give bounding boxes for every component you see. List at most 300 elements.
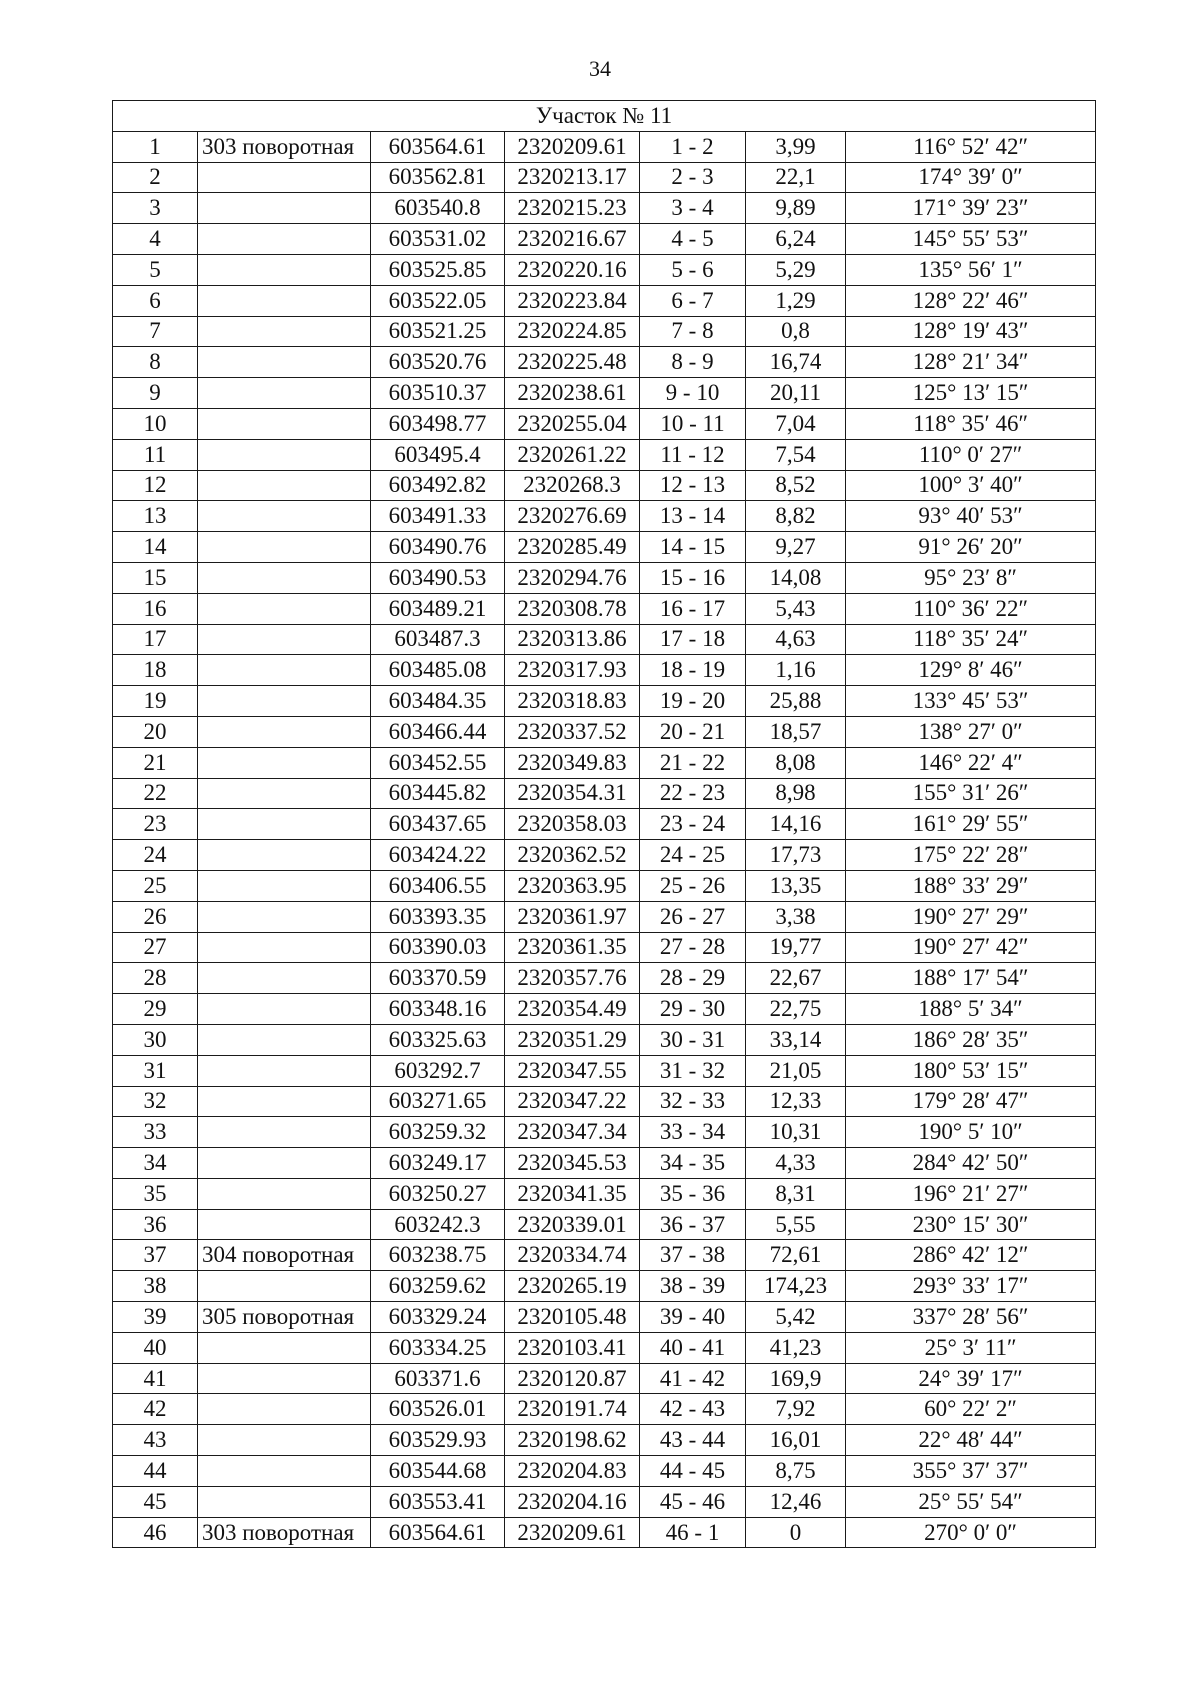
point-number-cell: 23 bbox=[113, 809, 198, 840]
table-row bbox=[113, 1240, 1096, 1271]
bearing-cell: 91° 26′ 20″ bbox=[846, 532, 1096, 563]
point-description-cell bbox=[198, 1086, 371, 1117]
distance-cell: 16,01 bbox=[746, 1425, 846, 1456]
coord-x-cell: 603437.65 bbox=[371, 809, 505, 840]
coord-x-cell: 603553.41 bbox=[371, 1486, 505, 1517]
distance-cell: 7,54 bbox=[746, 439, 846, 470]
coord-y-cell: 2320238.61 bbox=[505, 378, 640, 409]
table-row bbox=[113, 1363, 1096, 1394]
coord-y-cell: 2320213.17 bbox=[505, 162, 640, 193]
coord-x-cell: 603544.68 bbox=[371, 1456, 505, 1487]
coord-x-cell: 603292.7 bbox=[371, 1055, 505, 1086]
segment-cell: 16 - 17 bbox=[640, 593, 746, 624]
coord-x-cell: 603521.25 bbox=[371, 316, 505, 347]
distance-cell: 9,27 bbox=[746, 532, 846, 563]
point-number-cell: 28 bbox=[113, 963, 198, 994]
bearing-cell: 188° 33′ 29″ bbox=[846, 870, 1096, 901]
point-description-cell bbox=[198, 285, 371, 316]
coord-y-cell: 2320345.53 bbox=[505, 1148, 640, 1179]
point-number-cell: 15 bbox=[113, 562, 198, 593]
point-description-cell bbox=[198, 439, 371, 470]
coord-y-cell: 2320255.04 bbox=[505, 408, 640, 439]
table-row bbox=[113, 747, 1096, 778]
segment-cell: 36 - 37 bbox=[640, 1209, 746, 1240]
point-number-cell: 18 bbox=[113, 655, 198, 686]
bearing-cell: 95° 23′ 8″ bbox=[846, 562, 1096, 593]
point-description-cell bbox=[198, 655, 371, 686]
coord-x-cell: 603564.61 bbox=[371, 131, 505, 162]
table-row bbox=[113, 501, 1096, 532]
point-description-cell bbox=[198, 932, 371, 963]
segment-cell: 3 - 4 bbox=[640, 193, 746, 224]
coord-x-cell: 603495.4 bbox=[371, 439, 505, 470]
coord-y-cell: 2320198.62 bbox=[505, 1425, 640, 1456]
segment-cell: 8 - 9 bbox=[640, 347, 746, 378]
segment-cell: 10 - 11 bbox=[640, 408, 746, 439]
table-row bbox=[113, 1117, 1096, 1148]
coord-x-cell: 603492.82 bbox=[371, 470, 505, 501]
segment-cell: 12 - 13 bbox=[640, 470, 746, 501]
coord-x-cell: 603529.93 bbox=[371, 1425, 505, 1456]
point-description-cell bbox=[198, 562, 371, 593]
segment-cell: 39 - 40 bbox=[640, 1302, 746, 1333]
distance-cell: 6,24 bbox=[746, 224, 846, 255]
coord-x-cell: 603540.8 bbox=[371, 193, 505, 224]
point-description-cell bbox=[198, 316, 371, 347]
table-row bbox=[113, 1394, 1096, 1425]
table-row bbox=[113, 994, 1096, 1025]
point-description-cell bbox=[198, 532, 371, 563]
point-description-cell bbox=[198, 747, 371, 778]
bearing-cell: 174° 39′ 0″ bbox=[846, 162, 1096, 193]
point-number-cell: 8 bbox=[113, 347, 198, 378]
bearing-cell: 118° 35′ 24″ bbox=[846, 624, 1096, 655]
table-row bbox=[113, 285, 1096, 316]
point-number-cell: 44 bbox=[113, 1456, 198, 1487]
coord-y-cell: 2320351.29 bbox=[505, 1024, 640, 1055]
page-number: 34 bbox=[589, 56, 611, 81]
segment-cell: 20 - 21 bbox=[640, 716, 746, 747]
segment-cell: 13 - 14 bbox=[640, 501, 746, 532]
coord-x-cell: 603370.59 bbox=[371, 963, 505, 994]
distance-cell: 3,38 bbox=[746, 901, 846, 932]
segment-cell: 11 - 12 bbox=[640, 439, 746, 470]
segment-cell: 15 - 16 bbox=[640, 562, 746, 593]
distance-cell: 4,33 bbox=[746, 1148, 846, 1179]
table-row bbox=[113, 224, 1096, 255]
bearing-cell: 22° 48′ 44″ bbox=[846, 1425, 1096, 1456]
distance-cell: 8,08 bbox=[746, 747, 846, 778]
bearing-cell: 190° 27′ 42″ bbox=[846, 932, 1096, 963]
table-row bbox=[113, 193, 1096, 224]
segment-cell: 6 - 7 bbox=[640, 285, 746, 316]
bearing-cell: 128° 21′ 34″ bbox=[846, 347, 1096, 378]
segment-cell: 30 - 31 bbox=[640, 1024, 746, 1055]
point-number-cell: 24 bbox=[113, 840, 198, 871]
point-number-cell: 9 bbox=[113, 378, 198, 409]
point-description-cell bbox=[198, 1332, 371, 1363]
point-number-cell: 20 bbox=[113, 716, 198, 747]
distance-cell: 72,61 bbox=[746, 1240, 846, 1271]
point-description-cell: 303 поворотная bbox=[198, 131, 371, 162]
distance-cell: 16,74 bbox=[746, 347, 846, 378]
table-row bbox=[113, 840, 1096, 871]
point-number-cell: 45 bbox=[113, 1486, 198, 1517]
coord-x-cell: 603259.62 bbox=[371, 1271, 505, 1302]
coord-x-cell: 603485.08 bbox=[371, 655, 505, 686]
coord-y-cell: 2320362.52 bbox=[505, 840, 640, 871]
coord-x-cell: 603490.53 bbox=[371, 562, 505, 593]
bearing-cell: 128° 22′ 46″ bbox=[846, 285, 1096, 316]
bearing-cell: 125° 13′ 15″ bbox=[846, 378, 1096, 409]
coord-x-cell: 603334.25 bbox=[371, 1332, 505, 1363]
segment-cell: 37 - 38 bbox=[640, 1240, 746, 1271]
point-description-cell: 304 поворотная bbox=[198, 1240, 371, 1271]
point-number-cell: 31 bbox=[113, 1055, 198, 1086]
segment-cell: 22 - 23 bbox=[640, 778, 746, 809]
segment-cell: 1 - 2 bbox=[640, 131, 746, 162]
coord-x-cell: 603393.35 bbox=[371, 901, 505, 932]
coord-y-cell: 2320224.85 bbox=[505, 316, 640, 347]
point-number-cell: 5 bbox=[113, 254, 198, 285]
point-number-cell: 7 bbox=[113, 316, 198, 347]
coord-x-cell: 603271.65 bbox=[371, 1086, 505, 1117]
coord-y-cell: 2320103.41 bbox=[505, 1332, 640, 1363]
table-row bbox=[113, 716, 1096, 747]
segment-cell: 9 - 10 bbox=[640, 378, 746, 409]
table-row bbox=[113, 162, 1096, 193]
segment-cell: 26 - 27 bbox=[640, 901, 746, 932]
table-row bbox=[113, 686, 1096, 717]
point-description-cell bbox=[198, 1024, 371, 1055]
point-description-cell bbox=[198, 1486, 371, 1517]
coord-y-cell: 2320223.84 bbox=[505, 285, 640, 316]
coord-y-cell: 2320216.67 bbox=[505, 224, 640, 255]
distance-cell: 12,46 bbox=[746, 1486, 846, 1517]
table-row bbox=[113, 347, 1096, 378]
point-number-cell: 30 bbox=[113, 1024, 198, 1055]
distance-cell: 14,08 bbox=[746, 562, 846, 593]
point-number-cell: 6 bbox=[113, 285, 198, 316]
coord-y-cell: 2320337.52 bbox=[505, 716, 640, 747]
bearing-cell: 230° 15′ 30″ bbox=[846, 1209, 1096, 1240]
section-title-row bbox=[113, 101, 1096, 132]
bearing-cell: 25° 55′ 54″ bbox=[846, 1486, 1096, 1517]
distance-cell: 10,31 bbox=[746, 1117, 846, 1148]
coord-x-cell: 603238.75 bbox=[371, 1240, 505, 1271]
coord-x-cell: 603250.27 bbox=[371, 1178, 505, 1209]
point-number-cell: 17 bbox=[113, 624, 198, 655]
point-description-cell bbox=[198, 1117, 371, 1148]
table-row bbox=[113, 1302, 1096, 1333]
distance-cell: 12,33 bbox=[746, 1086, 846, 1117]
table-row bbox=[113, 532, 1096, 563]
table-row bbox=[113, 901, 1096, 932]
distance-cell: 13,35 bbox=[746, 870, 846, 901]
distance-cell: 14,16 bbox=[746, 809, 846, 840]
segment-cell: 40 - 41 bbox=[640, 1332, 746, 1363]
coord-x-cell: 603329.24 bbox=[371, 1302, 505, 1333]
table-row bbox=[113, 593, 1096, 624]
coord-y-cell: 2320261.22 bbox=[505, 439, 640, 470]
table-row bbox=[113, 1148, 1096, 1179]
segment-cell: 41 - 42 bbox=[640, 1363, 746, 1394]
bearing-cell: 133° 45′ 53″ bbox=[846, 686, 1096, 717]
point-number-cell: 26 bbox=[113, 901, 198, 932]
distance-cell: 7,92 bbox=[746, 1394, 846, 1425]
distance-cell: 3,99 bbox=[746, 131, 846, 162]
point-description-cell bbox=[198, 593, 371, 624]
bearing-cell: 155° 31′ 26″ bbox=[846, 778, 1096, 809]
segment-cell: 45 - 46 bbox=[640, 1486, 746, 1517]
table-row bbox=[113, 1517, 1096, 1548]
coord-y-cell: 2320215.23 bbox=[505, 193, 640, 224]
bearing-cell: 190° 5′ 10″ bbox=[846, 1117, 1096, 1148]
coord-x-cell: 603491.33 bbox=[371, 501, 505, 532]
section-title: Участок № 11 bbox=[113, 101, 1096, 132]
bearing-cell: 116° 52′ 42″ bbox=[846, 131, 1096, 162]
bearing-cell: 355° 37′ 37″ bbox=[846, 1456, 1096, 1487]
segment-cell: 4 - 5 bbox=[640, 224, 746, 255]
coord-y-cell: 2320285.49 bbox=[505, 532, 640, 563]
bearing-cell: 161° 29′ 55″ bbox=[846, 809, 1096, 840]
bearing-cell: 171° 39′ 23″ bbox=[846, 193, 1096, 224]
bearing-cell: 146° 22′ 4″ bbox=[846, 747, 1096, 778]
segment-cell: 23 - 24 bbox=[640, 809, 746, 840]
bearing-cell: 129° 8′ 46″ bbox=[846, 655, 1096, 686]
point-number-cell: 33 bbox=[113, 1117, 198, 1148]
point-description-cell bbox=[198, 901, 371, 932]
coord-x-cell: 603525.85 bbox=[371, 254, 505, 285]
table-row bbox=[113, 1271, 1096, 1302]
point-number-cell: 2 bbox=[113, 162, 198, 193]
point-number-cell: 21 bbox=[113, 747, 198, 778]
table-row bbox=[113, 1332, 1096, 1363]
point-number-cell: 1 bbox=[113, 131, 198, 162]
coord-y-cell: 2320313.86 bbox=[505, 624, 640, 655]
segment-cell: 28 - 29 bbox=[640, 963, 746, 994]
distance-cell: 20,11 bbox=[746, 378, 846, 409]
segment-cell: 43 - 44 bbox=[640, 1425, 746, 1456]
bearing-cell: 110° 0′ 27″ bbox=[846, 439, 1096, 470]
point-description-cell bbox=[198, 686, 371, 717]
point-description-cell bbox=[198, 870, 371, 901]
coord-y-cell: 2320204.83 bbox=[505, 1456, 640, 1487]
point-description-cell bbox=[198, 1148, 371, 1179]
bearing-cell: 293° 33′ 17″ bbox=[846, 1271, 1096, 1302]
coord-x-cell: 603489.21 bbox=[371, 593, 505, 624]
bearing-cell: 100° 3′ 40″ bbox=[846, 470, 1096, 501]
coord-y-cell: 2320361.35 bbox=[505, 932, 640, 963]
coord-x-cell: 603520.76 bbox=[371, 347, 505, 378]
point-description-cell bbox=[198, 1363, 371, 1394]
bearing-cell: 25° 3′ 11″ bbox=[846, 1332, 1096, 1363]
coord-y-cell: 2320347.55 bbox=[505, 1055, 640, 1086]
coord-x-cell: 603466.44 bbox=[371, 716, 505, 747]
point-description-cell bbox=[198, 1178, 371, 1209]
coord-x-cell: 603242.3 bbox=[371, 1209, 505, 1240]
bearing-cell: 337° 28′ 56″ bbox=[846, 1302, 1096, 1333]
table-row bbox=[113, 470, 1096, 501]
coord-x-cell: 603406.55 bbox=[371, 870, 505, 901]
bearing-cell: 145° 55′ 53″ bbox=[846, 224, 1096, 255]
point-description-cell: 305 поворотная bbox=[198, 1302, 371, 1333]
coord-y-cell: 2320209.61 bbox=[505, 131, 640, 162]
segment-cell: 7 - 8 bbox=[640, 316, 746, 347]
coord-y-cell: 2320268.3 bbox=[505, 470, 640, 501]
table-row bbox=[113, 1055, 1096, 1086]
coord-x-cell: 603325.63 bbox=[371, 1024, 505, 1055]
bearing-cell: 179° 28′ 47″ bbox=[846, 1086, 1096, 1117]
point-number-cell: 43 bbox=[113, 1425, 198, 1456]
table-row bbox=[113, 1209, 1096, 1240]
table-row bbox=[113, 378, 1096, 409]
point-description-cell bbox=[198, 716, 371, 747]
distance-cell: 22,1 bbox=[746, 162, 846, 193]
point-number-cell: 22 bbox=[113, 778, 198, 809]
point-number-cell: 39 bbox=[113, 1302, 198, 1333]
distance-cell: 0,8 bbox=[746, 316, 846, 347]
point-number-cell: 27 bbox=[113, 932, 198, 963]
bearing-cell: 110° 36′ 22″ bbox=[846, 593, 1096, 624]
table-row bbox=[113, 131, 1096, 162]
distance-cell: 4,63 bbox=[746, 624, 846, 655]
coord-y-cell: 2320204.16 bbox=[505, 1486, 640, 1517]
coord-y-cell: 2320276.69 bbox=[505, 501, 640, 532]
distance-cell: 41,23 bbox=[746, 1332, 846, 1363]
distance-cell: 7,04 bbox=[746, 408, 846, 439]
coord-y-cell: 2320265.19 bbox=[505, 1271, 640, 1302]
point-number-cell: 37 bbox=[113, 1240, 198, 1271]
point-description-cell bbox=[198, 809, 371, 840]
segment-cell: 44 - 45 bbox=[640, 1456, 746, 1487]
distance-cell: 8,31 bbox=[746, 1178, 846, 1209]
bearing-cell: 190° 27′ 29″ bbox=[846, 901, 1096, 932]
bearing-cell: 128° 19′ 43″ bbox=[846, 316, 1096, 347]
bearing-cell: 284° 42′ 50″ bbox=[846, 1148, 1096, 1179]
point-description-cell bbox=[198, 624, 371, 655]
segment-cell: 18 - 19 bbox=[640, 655, 746, 686]
table-row bbox=[113, 1024, 1096, 1055]
point-number-cell: 35 bbox=[113, 1178, 198, 1209]
coord-x-cell: 603490.76 bbox=[371, 532, 505, 563]
point-description-cell bbox=[198, 1271, 371, 1302]
coord-y-cell: 2320341.35 bbox=[505, 1178, 640, 1209]
point-number-cell: 38 bbox=[113, 1271, 198, 1302]
distance-cell: 174,23 bbox=[746, 1271, 846, 1302]
point-description-cell bbox=[198, 501, 371, 532]
segment-cell: 19 - 20 bbox=[640, 686, 746, 717]
coord-x-cell: 603522.05 bbox=[371, 285, 505, 316]
point-number-cell: 34 bbox=[113, 1148, 198, 1179]
point-description-cell bbox=[198, 994, 371, 1025]
distance-cell: 33,14 bbox=[746, 1024, 846, 1055]
point-number-cell: 19 bbox=[113, 686, 198, 717]
coord-x-cell: 603452.55 bbox=[371, 747, 505, 778]
coord-x-cell: 603445.82 bbox=[371, 778, 505, 809]
coord-x-cell: 603498.77 bbox=[371, 408, 505, 439]
table-row bbox=[113, 963, 1096, 994]
distance-cell: 1,29 bbox=[746, 285, 846, 316]
point-number-cell: 4 bbox=[113, 224, 198, 255]
point-description-cell bbox=[198, 1394, 371, 1425]
distance-cell: 0 bbox=[746, 1517, 846, 1548]
coord-y-cell: 2320361.97 bbox=[505, 901, 640, 932]
coord-y-cell: 2320363.95 bbox=[505, 870, 640, 901]
point-number-cell: 42 bbox=[113, 1394, 198, 1425]
coord-x-cell: 603526.01 bbox=[371, 1394, 505, 1425]
table-row bbox=[113, 1486, 1096, 1517]
coord-x-cell: 603531.02 bbox=[371, 224, 505, 255]
coord-y-cell: 2320317.93 bbox=[505, 655, 640, 686]
coord-y-cell: 2320294.76 bbox=[505, 562, 640, 593]
segment-cell: 34 - 35 bbox=[640, 1148, 746, 1179]
point-number-cell: 46 bbox=[113, 1517, 198, 1548]
segment-cell: 46 - 1 bbox=[640, 1517, 746, 1548]
table-row bbox=[113, 624, 1096, 655]
coord-y-cell: 2320105.48 bbox=[505, 1302, 640, 1333]
coord-y-cell: 2320347.34 bbox=[505, 1117, 640, 1148]
coord-y-cell: 2320120.87 bbox=[505, 1363, 640, 1394]
table-row bbox=[113, 870, 1096, 901]
coord-x-cell: 603390.03 bbox=[371, 932, 505, 963]
table-row bbox=[113, 408, 1096, 439]
table-row bbox=[113, 655, 1096, 686]
table-row bbox=[113, 562, 1096, 593]
point-description-cell bbox=[198, 963, 371, 994]
segment-cell: 35 - 36 bbox=[640, 1178, 746, 1209]
segment-cell: 17 - 18 bbox=[640, 624, 746, 655]
distance-cell: 9,89 bbox=[746, 193, 846, 224]
point-number-cell: 16 bbox=[113, 593, 198, 624]
table-row bbox=[113, 778, 1096, 809]
point-number-cell: 36 bbox=[113, 1209, 198, 1240]
segment-cell: 21 - 22 bbox=[640, 747, 746, 778]
distance-cell: 5,42 bbox=[746, 1302, 846, 1333]
coord-y-cell: 2320349.83 bbox=[505, 747, 640, 778]
segment-cell: 32 - 33 bbox=[640, 1086, 746, 1117]
bearing-cell: 24° 39′ 17″ bbox=[846, 1363, 1096, 1394]
distance-cell: 18,57 bbox=[746, 716, 846, 747]
distance-cell: 5,55 bbox=[746, 1209, 846, 1240]
coord-y-cell: 2320209.61 bbox=[505, 1517, 640, 1548]
segment-cell: 27 - 28 bbox=[640, 932, 746, 963]
point-number-cell: 12 bbox=[113, 470, 198, 501]
distance-cell: 1,16 bbox=[746, 655, 846, 686]
point-description-cell bbox=[198, 378, 371, 409]
coord-y-cell: 2320318.83 bbox=[505, 686, 640, 717]
coord-y-cell: 2320358.03 bbox=[505, 809, 640, 840]
bearing-cell: 138° 27′ 0″ bbox=[846, 716, 1096, 747]
point-number-cell: 40 bbox=[113, 1332, 198, 1363]
coord-x-cell: 603371.6 bbox=[371, 1363, 505, 1394]
coord-x-cell: 603484.35 bbox=[371, 686, 505, 717]
coord-x-cell: 603424.22 bbox=[371, 840, 505, 871]
distance-cell: 22,67 bbox=[746, 963, 846, 994]
bearing-cell: 196° 21′ 27″ bbox=[846, 1178, 1096, 1209]
distance-cell: 17,73 bbox=[746, 840, 846, 871]
table-row bbox=[113, 1178, 1096, 1209]
coord-y-cell: 2320354.49 bbox=[505, 994, 640, 1025]
distance-cell: 8,82 bbox=[746, 501, 846, 532]
bearing-cell: 180° 53′ 15″ bbox=[846, 1055, 1096, 1086]
point-description-cell bbox=[198, 254, 371, 285]
table-row bbox=[113, 1086, 1096, 1117]
bearing-cell: 270° 0′ 0″ bbox=[846, 1517, 1096, 1548]
point-description-cell bbox=[198, 470, 371, 501]
table-row bbox=[113, 1456, 1096, 1487]
distance-cell: 25,88 bbox=[746, 686, 846, 717]
